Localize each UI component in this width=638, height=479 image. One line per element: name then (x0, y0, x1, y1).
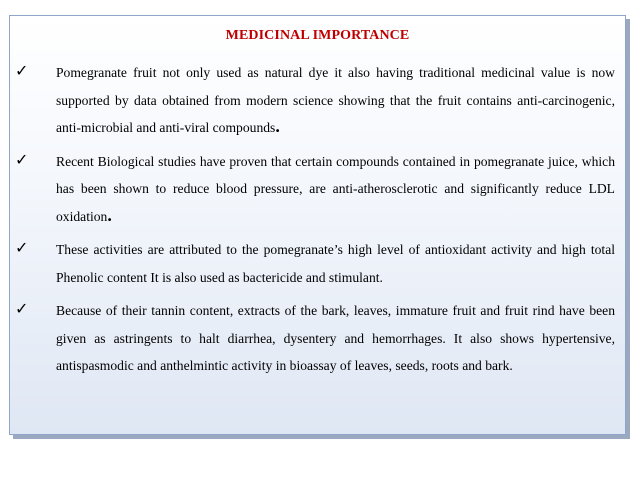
slide-title: MEDICINAL IMPORTANCE (225, 28, 410, 43)
bullet-text: These activities are attributed to the pomegranate’s high level of antioxidant activity and high total Phenolic content It is also used as bactericide and stimulant. (56, 242, 615, 285)
bullet-item-4 (10, 297, 625, 380)
bullet-item-3 (10, 236, 625, 291)
slide-content-box (9, 15, 626, 435)
bullet-item-2 (10, 148, 625, 231)
checkmark-icon: ✓ (15, 299, 29, 318)
bullet-text: Recent Biological studies have proven that certain compounds contained in pomegranate juice, which has been shown to reduce blood pressure, are anti-atherosclerotic and significantly reduce LDL oxidation. (56, 153, 615, 225)
bullet-list (10, 59, 625, 386)
bullet-item-1 (10, 59, 625, 142)
bullet-text: Because of their tannin content, extracts of the bark, leaves, immature fruit and fruit rind have been given as astringents to halt diarrhea, dysentery and hemorrhages. It also shows hypertensive, antispasmodic and anthelmintic activity in bioassay of leaves, seeds, roots and bark. (56, 303, 615, 373)
checkmark-icon: ✓ (15, 61, 29, 80)
checkmark-icon: ✓ (15, 238, 29, 257)
bullet-text: Pomegranate fruit not only used as natural dye it also having traditional medicinal value is now supported by data obtained from modern science showing that the fruit contains anti-carcinogenic, anti-microbial and anti-viral compounds. (56, 65, 615, 136)
checkmark-icon: ✓ (15, 149, 29, 169)
